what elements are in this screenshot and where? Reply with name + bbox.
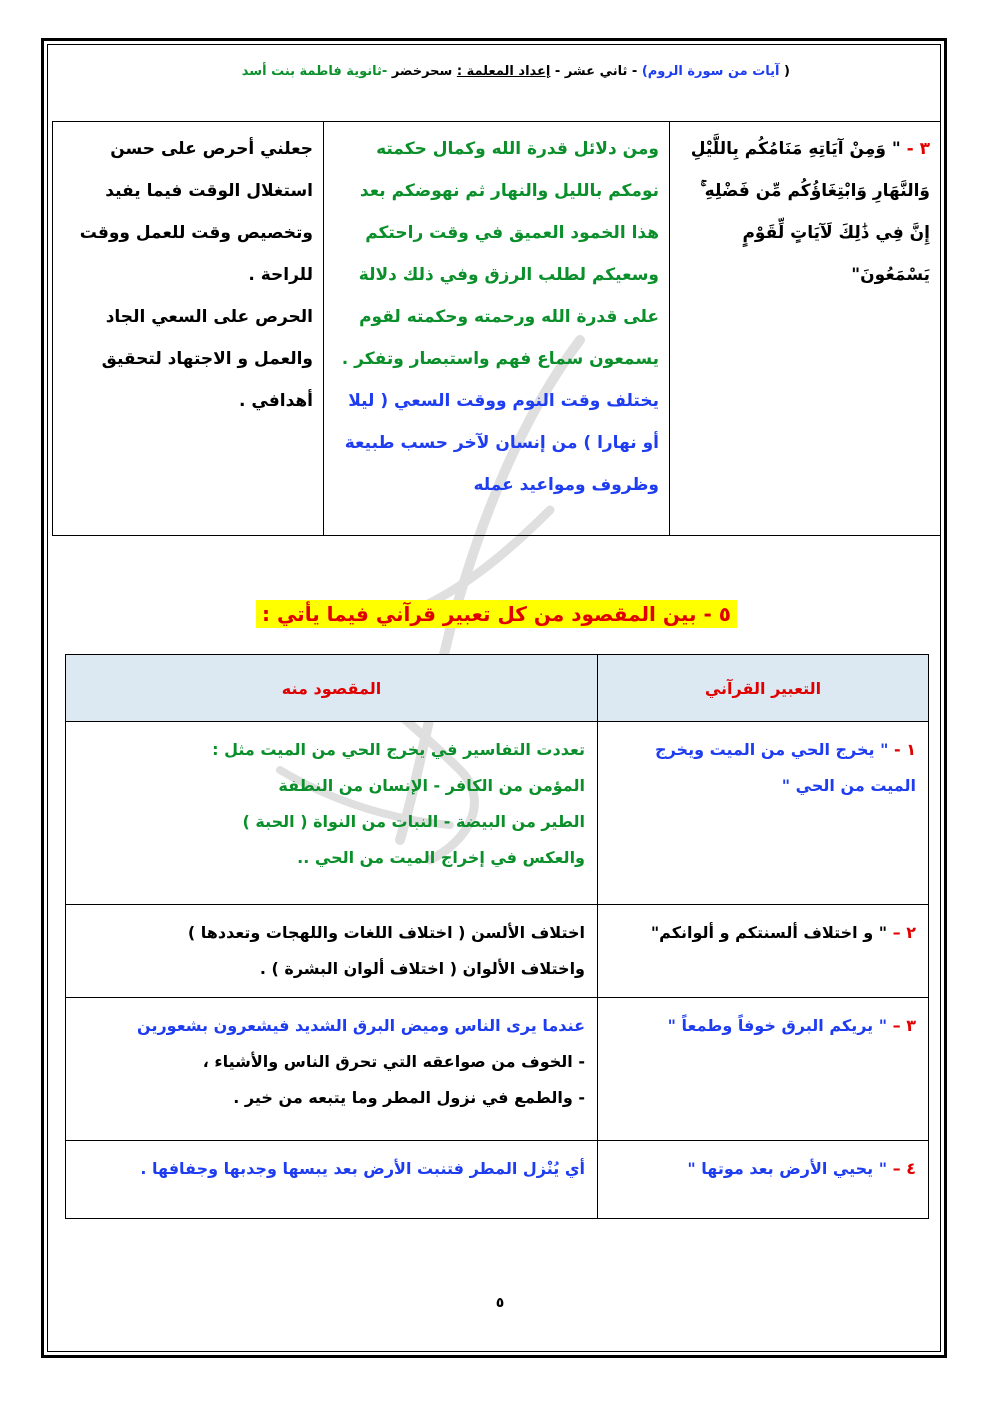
meaning-line: - والطمع في نزول المطر وما يتبعه من خير . [233, 1088, 585, 1107]
expression-cell [598, 722, 929, 905]
table-row [66, 722, 929, 905]
meaning-line: المؤمن من الكافر - الإنسان من النطفة [278, 776, 585, 795]
header-title: آيات من سورة الروم) [641, 64, 780, 79]
expression-number: ١ - [894, 740, 916, 759]
meaning-cell [66, 722, 598, 905]
header-meaning: المقصود منه [66, 655, 598, 722]
meaning-line: أي يُنْزل المطر فتنبت الأرض بعد يبسها وجدبها وجفافها . [140, 1159, 585, 1178]
expression-text: " يريكم البرق خوفاً وطمعاً " [667, 1016, 888, 1035]
expression-text: " و اختلاف ألسنتكم و ألوانكم" [650, 923, 888, 942]
expression-text: " يخرج الحي من الميت ويخرج الميت من الحي " [655, 740, 916, 795]
header-teacher-label: إعداد المعلمة : [456, 64, 551, 79]
lesson-2: الحرص على السعي الجاد والعمل و الاجتهاد لتحقيق أهدافي . [101, 307, 313, 411]
expression-number: ٣ – [892, 1016, 916, 1035]
table-row [66, 905, 929, 998]
header-school: -ثانوية فاطمة بنت أسد [241, 64, 388, 79]
table-header-row [66, 655, 929, 722]
page-number: ٥ [495, 1295, 505, 1311]
meaning-line: اختلاف الألسن ( اختلاف اللغات واللهجات وتعددها ) [187, 923, 585, 942]
table-row [66, 1141, 929, 1219]
table-row [66, 998, 929, 1141]
header-open-paren: ( [784, 64, 790, 79]
header-expression: التعبير القرآني [598, 655, 929, 722]
meaning-line: عندما يرى الناس وميض البرق الشديد فيشعرون بشعورين [137, 1016, 585, 1035]
meaning-green: ومن دلائل قدرة الله وكمال حكمته نومكم بالليل والنهار ثم نهوضكم بعد هذا الخمود العميق في وقت راحتكم وسعيكم لطلب الرزق وفي ذلك دلالة على قدرة الله ورحمته وحكمته لقوم يسمعون سماع فهم واستبصار وتفكر . [341, 139, 659, 369]
meaning-cell [324, 122, 670, 536]
header-grade: - ثاني عشر - [554, 64, 638, 79]
document-header [60, 64, 790, 79]
verse-explanation-table [52, 121, 941, 536]
meaning-blue: يختلف وقت النوم ووقت السعي ( ليلا أو نهارا ) من إنسان لآخر حسب طبيعة وظروف ومواعيد عمله [344, 391, 659, 495]
expression-number: ٢ – [892, 923, 916, 942]
lesson-cell [53, 122, 324, 536]
section-title: ٥ - بين المقصود من كل تعبير قرآني فيما يأتي : [256, 600, 737, 628]
expression-text: " يحيي الأرض بعد موتها " [687, 1159, 888, 1178]
expression-cell [598, 998, 929, 1141]
meaning-cell [66, 1141, 598, 1219]
expression-cell [598, 1141, 929, 1219]
table-row [53, 122, 941, 536]
meaning-line: تعددت التفاسير في يخرج الحي من الميت مثل : [212, 740, 585, 759]
meaning-cell [66, 905, 598, 998]
meaning-line: واختلاف الألوان ( اختلاف ألوان البشرة ) . [259, 959, 585, 978]
expression-number: ٤ – [892, 1159, 916, 1178]
expressions-table [65, 654, 929, 1219]
meaning-cell [66, 998, 598, 1141]
verse-number: ٣ - [906, 139, 930, 159]
verse-text: " وَمِنْ آيَاتِهِ مَنَامُكُم بِاللَّيْلِ وَالنَّهَارِ وَابْتِغَاؤُكُم مِّن فَضْلِهِ ۚ إِنَّ فِي ذَٰلِكَ لَآيَاتٍ لِّقَوْمٍ يَسْمَعُونَ" [690, 139, 930, 285]
verse-cell [670, 122, 941, 536]
expression-cell [598, 905, 929, 998]
meaning-line: والعكس في إخراج الميت من الحي .. [297, 848, 585, 867]
lesson-1: جعلني أحرص على حسن استغلال الوقت فيما يفيد وتخصيص وقت للعمل ووقت للراحة . [79, 139, 313, 285]
meaning-line: - الخوف من صواعقه التي تحرق الناس والأشياء ، [202, 1052, 585, 1071]
meaning-line: الطير من البيضة - النبات من النواة ( الحبة ) [242, 812, 585, 831]
header-teacher-name: سحرخضر [391, 64, 453, 79]
